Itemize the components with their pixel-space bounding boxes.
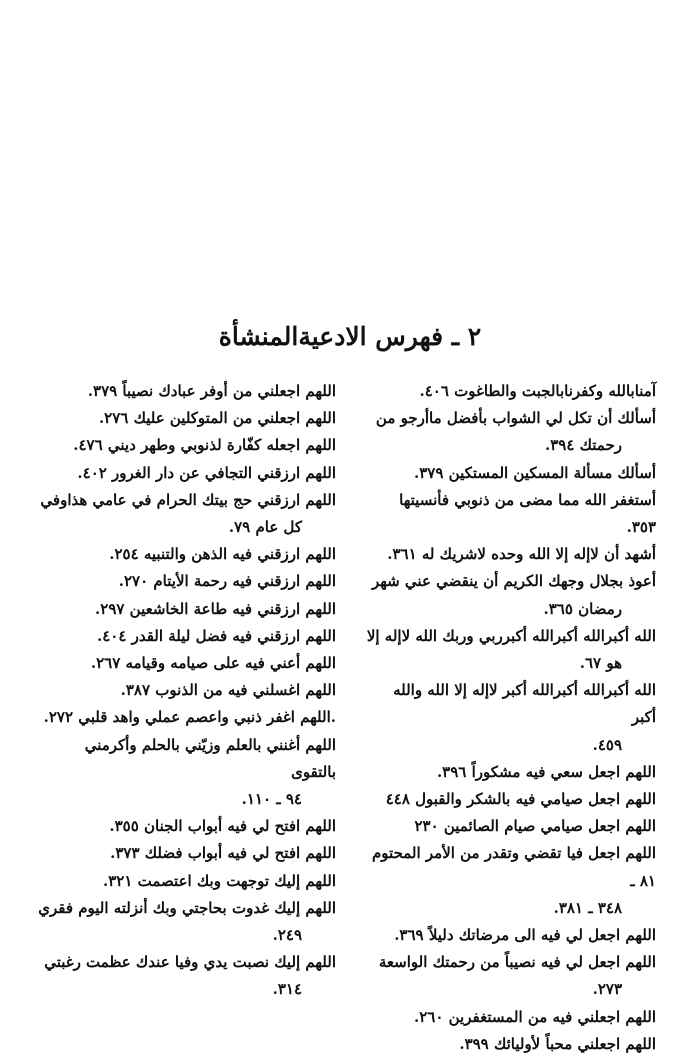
- index-entry: اللهم اغسلني فيه من الذنوب ٣٨٧.: [120, 681, 336, 700]
- index-entry-continuation: ٣١٤.: [272, 980, 302, 999]
- index-entry: اللهم إليك غدوت بحاجتي وبك أنزلته اليوم فقري: [38, 898, 336, 917]
- index-entry: أسألك أن تكل لي الشواب بأفضل ماأرجو من: [375, 409, 656, 428]
- index-entry: اللهم إليك نصبت يدي وفيا عندك عظمت رغبتي: [44, 953, 336, 972]
- index-entry: اللهم اجعل لي فيه نصيباً من رحمتك الواسعة: [378, 953, 656, 972]
- index-entry: .اللهم اغفر ذنبي واعصم عملي واهد قلبي ٢٧٢.: [43, 708, 336, 727]
- index-entry: اللهم ارزقني فيه الذهن والتنبيه ٢٥٤.: [109, 545, 336, 564]
- index-entry-continuation: ٢٧٣.: [592, 980, 622, 999]
- index-entry-continuation: ٤٥٩.: [592, 735, 622, 754]
- index-entry: اللهم افتح لي فيه أبواب الجنان ٣٥٥.: [109, 817, 336, 836]
- index-entry-continuation: رمضان ٣٦٥.: [543, 599, 622, 618]
- index-entry: اللهم اجعل صيامي فيه بالشكر والقبول ٤٤٨: [385, 790, 656, 809]
- page-title: ٢ ـ فهرس الادعيةالمنشأة: [218, 322, 482, 351]
- index-entry: اللهم اجعلني محباً لأوليائك ٣٩٩.: [459, 1034, 656, 1053]
- index-entry: اللهم اجعلني من المتوكلين عليك ٢٧٦.: [98, 409, 336, 428]
- index-entry: اللهم اجعل صيامي صيام الصائمين ٢٣٠: [414, 817, 656, 836]
- index-entry: اللهم اجعلني من أوفر عبادك نصيباً ٣٧٩.: [87, 382, 336, 400]
- index-column-right: [366, 378, 656, 1058]
- index-entry-continuation: ٣٤٨ ـ ٣٨١.: [553, 898, 622, 917]
- index-entry-continuation: ٢٤٩.: [272, 926, 302, 945]
- index-entry: الله أكبرالله أكبرالله أكبر لاإله إلا الله والله أكبر: [393, 681, 656, 727]
- index-entry: اللهم ارزقني حج بيتك الحرام في عامي هذاوفي: [40, 490, 336, 509]
- index-entry: أشهد أن لاإله إلا الله وحده لاشريك له ٣٦١.: [387, 545, 656, 564]
- index-entry: اللهم اجعلني فيه من المستغفرين ٢٦٠.: [414, 1007, 656, 1026]
- index-entry-continuation: ٩٤ ـ ١١٠.: [241, 790, 302, 809]
- index-entry: اللهم ارزقني فيه فضل ليلة القدر ٤٠٤.: [96, 626, 336, 645]
- index-entry: اللهم ارزقني فيه رحمة الأيتام ٢٧٠.: [118, 572, 336, 591]
- index-entry: اللهم اجعله كفّارة لذنوبي وطهر ديني ٤٧٦.: [73, 436, 336, 455]
- index-entry: اللهم ارزقني فيه طاعة الخاشعين ٢٩٧.: [95, 599, 336, 618]
- index-entry: اللهم اجعل لي فيه الى مرضاتك دليلاً ٣٦٩.: [394, 926, 656, 945]
- index-entry: اللهم إليك توجهت وبك اعتصمت ٣٢١.: [103, 871, 336, 890]
- index-entry: أعوذ بجلال وجهك الكريم أن ينقضي عني شهر: [371, 572, 656, 591]
- index-entry: الله أكبرالله أكبرالله أكبرربي وربك الله لاإله إلا: [366, 626, 656, 645]
- index-entry-continuation: رحمتك ٣٩٤.: [545, 436, 622, 455]
- index-entry-continuation: كل عام ٧٩.: [228, 518, 302, 537]
- index-column-left: [36, 378, 336, 1004]
- index-entry: اللهم افتح لي فيه أبواب فضلك ٣٧٣.: [110, 844, 336, 863]
- index-entry: اللهم ارزقني التجافي عن دار الغرور ٤٠٢.: [77, 463, 336, 482]
- index-entry: اللهم اجعل فيا تقضي وتقدر من الأمر المحتوم ٨١ ـ: [372, 844, 656, 890]
- index-entry: أسألك مسألة المسكين المستكين ٣٧٩.: [414, 463, 656, 482]
- index-entry: اللهم أعني فيه على صيامه وقيامه ٢٦٧.: [90, 654, 336, 673]
- index-entry: اللهم اجعل سعي فيه مشكوراً ٣٩٦.: [436, 762, 656, 781]
- index-entry: اللهم أغنني بالعلم وزيّني بالحلم وأكرمني بالتقوى: [84, 735, 336, 781]
- index-entry: أستغفر الله مما مضى من ذنوبي فأنسيتها ٣٥٣.: [399, 490, 656, 537]
- index-entry-continuation: هو ٦٧.: [579, 654, 622, 673]
- index-entry: آمنابالله وكفرنابالجبت والطاغوت ٤٠٦.: [419, 382, 656, 400]
